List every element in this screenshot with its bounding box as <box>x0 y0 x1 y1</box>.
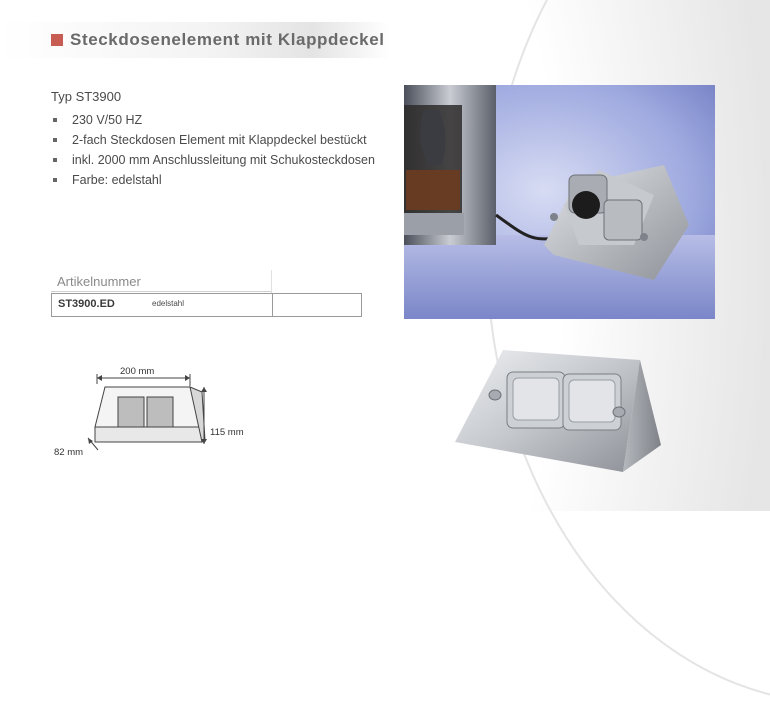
feature-text: 230 V/50 HZ <box>72 113 143 127</box>
title-marker <box>51 34 63 46</box>
bullet-icon <box>53 118 57 122</box>
feature-item <box>51 170 375 190</box>
table-divider <box>272 294 273 316</box>
product-render <box>455 350 665 475</box>
bullet-icon <box>53 158 57 162</box>
feature-text: inkl. 2000 mm Anschlussleitung mit Schukosteckdosen <box>72 153 375 167</box>
feature-item <box>51 130 375 150</box>
article-material: edelstahl <box>152 299 185 308</box>
article-header: Artikelnummer <box>51 272 271 292</box>
article-code: ST3900.ED <box>58 298 115 310</box>
feature-text: 2-fach Steckdosen Element mit Klappdeckel bestückt <box>72 133 367 147</box>
bullet-icon <box>53 138 57 142</box>
product-type: Typ ST3900 <box>51 89 122 104</box>
dimension-drawing <box>50 362 260 462</box>
height-label: 115 mm <box>210 427 244 438</box>
article-row <box>51 293 362 317</box>
page-title: Steckdosenelement mit Klappdeckel <box>70 30 385 49</box>
feature-list <box>51 110 375 190</box>
bullet-icon <box>53 178 57 182</box>
table-divider <box>271 270 272 294</box>
feature-text: Farbe: edelstahl <box>72 173 162 187</box>
depth-label: 82 mm <box>54 447 84 458</box>
product-photo <box>404 85 715 319</box>
width-label: 200 mm <box>120 366 155 377</box>
feature-item <box>51 150 375 170</box>
feature-item <box>51 110 375 130</box>
